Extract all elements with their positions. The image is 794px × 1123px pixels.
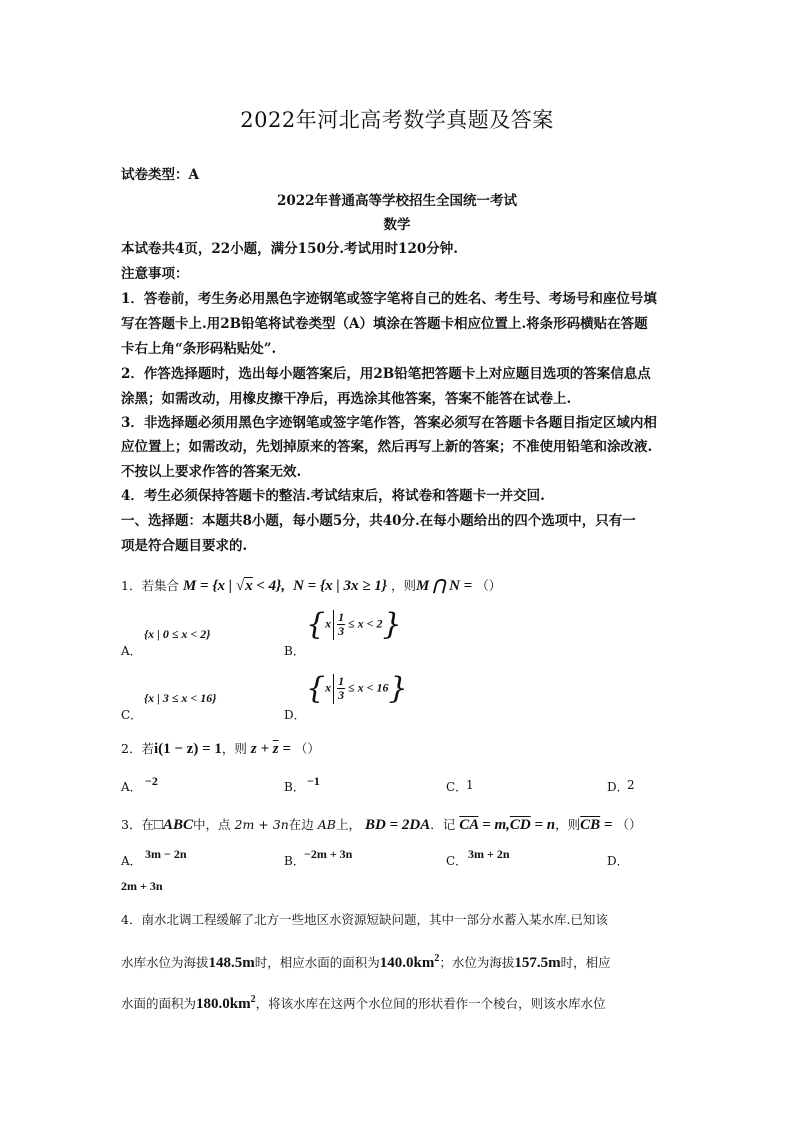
q3-text: ．记 [430, 817, 456, 832]
question-4-line: 水面的面积为$180.0km^2$，将该水库在这两个水位间的形状看作一个棱台，则该水库水位 [121, 994, 606, 1012]
q1-option-a-label: A． [121, 644, 142, 658]
q3-option-d: 2m + 3n [121, 879, 163, 893]
q3-option-a-label: A． [121, 854, 142, 868]
q3-paren: （） [616, 817, 642, 832]
q3-text: 上， [335, 817, 361, 832]
q4-area-1: $140.0km^2$ [379, 953, 440, 971]
q3-number: 3．在 [121, 817, 154, 832]
q3-equation-bd: BD = 2DA [364, 817, 431, 833]
q4-height-1: 148.5m [208, 955, 255, 971]
q3-text: 中，点 [193, 817, 231, 832]
q2-option-c: 1 [466, 778, 474, 792]
q3-vectors: $\overline{CA} = m,\overline{CD} = n$ [459, 817, 556, 833]
q3-triangle: □ABC [153, 817, 194, 833]
question-1 [121, 577, 501, 595]
q1-set-n: N = {x | 3x ≥ 1} [293, 578, 387, 594]
q3-option-d-label: D． [607, 854, 629, 868]
q1-option-b-label: B． [284, 644, 305, 658]
q2-option-a: −2 [145, 774, 158, 788]
q1-paren: （） [476, 578, 502, 593]
q3-option-c: 3m + 2n [468, 847, 510, 861]
notice-line: 应位置上；如需改动，先划掉原来的答案，然后再写上新的答案；不准使用铅笔和涂改液. [121, 439, 653, 455]
q1-then: ，则 [390, 578, 416, 593]
q2-paren: （） [294, 741, 320, 756]
question-4-line: 水库水位为海拔148.5m时，相应水面的面积为$140.0km^2$；水位为海拔157.5m时，相应 [121, 953, 611, 971]
q3-equals: = [600, 817, 613, 833]
notice-line: 不按以上要求作答的答案无效. [121, 464, 302, 480]
q2-equation: i(1 − z) = 1 [153, 741, 222, 757]
question-4-line: 4．南水北调工程缓解了北方一些地区水资源短缺问题，其中一部分水蓄入某水库.已知该 [121, 912, 608, 927]
q2-option-d-label: D． [607, 780, 629, 794]
q3-option-b-label: B． [284, 854, 305, 868]
q2-number: 2．若 [121, 741, 154, 756]
subject-heading: 数学 [383, 217, 411, 233]
question-3 [121, 816, 641, 834]
notice-line: 2．作答选择题时，选出每小题答案后，用2B铅笔把答题卡上对应题目选项的答案信息点 [121, 366, 651, 382]
q2-expression: $z + \overline{z}$ = [250, 741, 291, 757]
notice-line: 3．非选择题必须用黑色字迹钢笔或签字笔作答，答案必须写在答题卡各题目指定区域内相 [121, 415, 657, 431]
notice-heading: 注意事项： [121, 266, 189, 282]
page-title: 2022年河北高考数学真题及答案 [240, 108, 554, 132]
q1-set-m: M = {x | √x < 4}, [182, 578, 286, 594]
q1-number: 1．若集合 [121, 578, 179, 593]
q2-option-c-label: C． [446, 780, 468, 794]
q2-then: ，则 [221, 741, 247, 756]
q3-option-b: −2m + 3n [304, 847, 353, 861]
q3-edge-ab: AB [317, 817, 336, 832]
q2-option-b-label: B． [284, 780, 305, 794]
exam-name: 2022年普通高等学校招生全国统一考试 [276, 193, 518, 209]
q2-option-a-label: A． [121, 780, 142, 794]
q2-option-b: −1 [307, 774, 320, 788]
q1-option-a: {x | 0 ≤ x < 2} [144, 627, 211, 641]
notice-line: 涂黑；如需改动，用橡皮擦干净后，再选涂其他答案，答案不能答在试卷上. [121, 391, 572, 407]
q4-area-2: $180.0km^2$ [196, 994, 256, 1012]
q1-option-d: {x $\frac{1}{3}$ ≤ x < 16} [306, 671, 408, 706]
q3-option-c-label: C． [446, 854, 468, 868]
q4-height-2: 157.5m [514, 955, 561, 971]
paper-type: 试卷类型：A [121, 167, 199, 183]
notice-line: 4．考生必须保持答题卡的整洁.考试结束后，将试卷和答题卡一并交回. [121, 488, 545, 504]
notice-line: 1．答卷前，考生务必用黑色字迹钢笔或签字笔将自己的姓名、考生号、考场号和座位号填 [121, 291, 657, 307]
q3-point-d: 2m + 3n [234, 817, 289, 832]
notice-line: 卡右上角“条形码粘贴处”. [121, 341, 277, 357]
section-heading: 一、选择题：本题共8小题，每小题5分，共40分.在每小题给出的四个选项中，只有一 [121, 513, 636, 529]
q3-text: ，则 [555, 817, 581, 832]
q1-option-d-label: D． [284, 708, 306, 722]
q3-text: 在边 [288, 817, 314, 832]
section-heading: 项是符合题目要求的. [121, 538, 248, 554]
q1-option-b: {x $\frac{1}{3}$ ≤ x < 2} [306, 607, 402, 642]
q1-option-c: {x | 3 ≤ x < 16} [144, 691, 217, 705]
notice-line: 写在答题卡上.用2B铅笔将试卷类型（A）填涂在答题卡相应位置上.将条形码横贴在答题 [121, 316, 648, 332]
exam-info: 本试卷共4页，22小题，满分150分.考试用时120分钟. [121, 241, 458, 257]
q3-vector-cb: $\overline{CB}$ [580, 817, 601, 833]
q1-option-c-label: C． [121, 708, 143, 722]
q3-option-a: 3m − 2n [145, 847, 187, 861]
q2-option-d: 2 [627, 778, 635, 792]
question-2 [121, 740, 320, 758]
q1-intersection: M ⋂ N = [415, 578, 473, 594]
